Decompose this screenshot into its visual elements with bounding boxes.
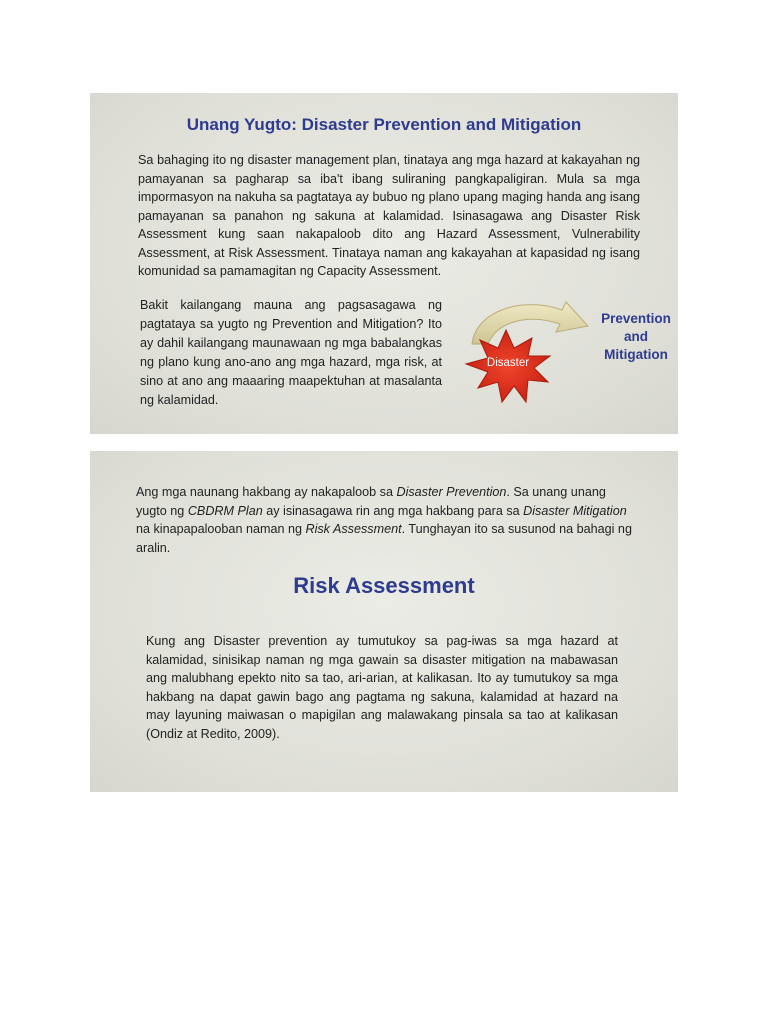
intro-text-3: ay isinasagawa rin ang mga hakbang para sa (262, 503, 524, 518)
intro-text-2: . Sa unang unang yugto ng (136, 485, 606, 518)
intro-emphasis-risk-assessment: Risk Assessment (305, 522, 402, 536)
curved-arrow-icon (472, 302, 588, 344)
intro-emphasis-disaster-prevention: Disaster Prevention (396, 485, 507, 499)
slide-title: Risk Assessment (293, 573, 475, 598)
slide-title: Unang Yugto: Disaster Prevention and Mitigation (186, 115, 582, 134)
intro-text-5: . Tunghayan ito sa susunod na bahagi ng aralin. (136, 522, 632, 555)
intro-emphasis-cbdrm-plan: CBDRM Plan (187, 503, 263, 518)
question-paragraph: Bakit kailangang mauna ang pagsasagawa ng pagtataya sa yugto ng Prevention and Mitigation? Ito ay dahil kailangang maunawaan ng mga babalangkas ng plano kung ano-ano ang mga hazard, mga risk, at sino at ano ang maaaring maapektuhan at masalanta ng kalamidad. (140, 298, 442, 407)
intro-text-1: Ang mga naunang hakbang ay nakapaloob sa (136, 485, 397, 499)
disaster-label: Disaster (486, 357, 530, 369)
prevention-label-line1: Prevention (601, 311, 671, 326)
intro-emphasis-disaster-mitigation: Disaster Mitigation (523, 503, 627, 518)
intro-text-4: na kinapapalooban naman ng (136, 522, 306, 536)
intro-paragraph: Sa bahaging ito ng disaster management plan, tinataya ang mga hazard at kakayahan ng pamayanan sa pagharap sa iba't ibang suliraning pangkapaligiran. Mula sa mga impormasyon na nakuha sa pagtataya ay bubuo ng plano upang maging handa ang isang pamayanan sa panahon ng sakuna at kalamidad. Isinasagawa ang Disaster Risk Assessment kung saan nakapaloob dito ang Hazard Assessment, Vulnerability Assessment, at Risk Assessment. Tinataya naman ang kakayahan at kapasidad ng isang komunidad sa pamamagitan ng Capacity Assessment. (138, 153, 640, 278)
slide-risk-assessment (90, 451, 678, 792)
disaster-prevention-diagram (454, 298, 678, 410)
prevention-label-line2: and Mitigation (604, 329, 668, 362)
body-paragraph: Kung ang Disaster prevention ay tumutukoy sa pag-iwas sa mga hazard at kalamidad, sinisikap naman ng mga gawain sa disaster mitigation na mabawasan ang malubhang epekto nito sa tao, ari-arian, at kalikasan. Ito ay tumutukoy sa mga hakbang na dapat gawin bago ang pagtama ng sakuna, kalamidad at hazard na may layuning maiwasan o mapigilan ang malawakang pinsala sa tao at kalikasan (Ondiz at Redito, 2009). (146, 634, 618, 741)
prevention-mitigation-label (594, 310, 678, 364)
intro-paragraph (136, 483, 636, 557)
slide-disaster-prevention (90, 93, 678, 434)
